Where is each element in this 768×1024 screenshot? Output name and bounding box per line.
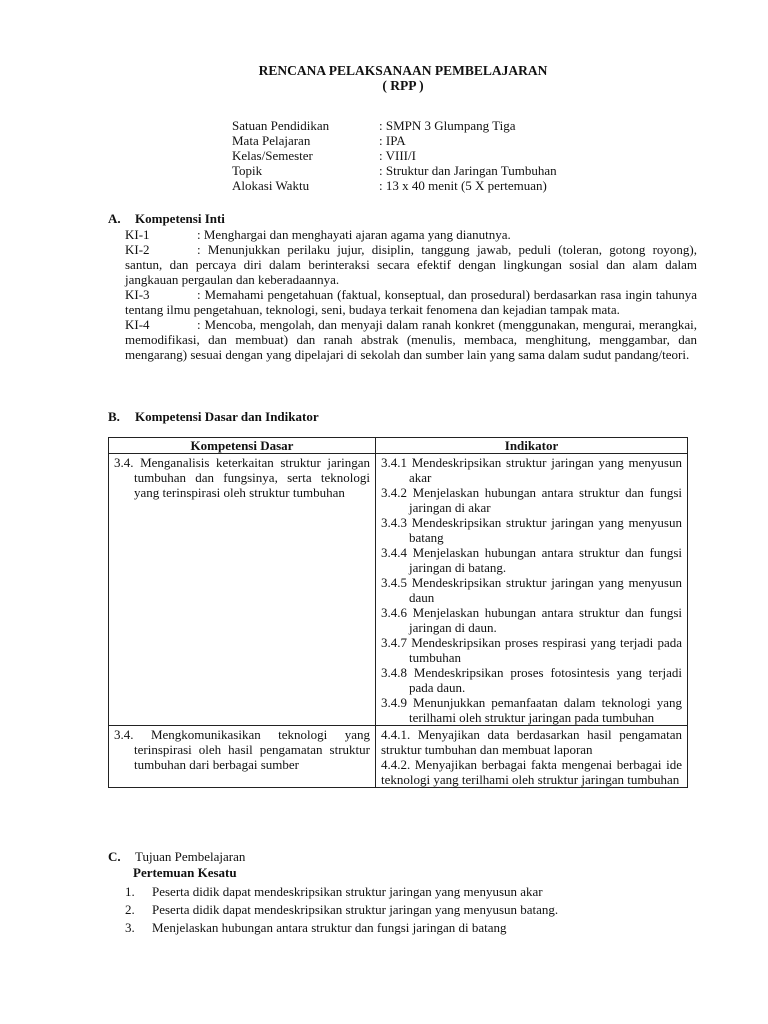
identity-value: : IPA	[379, 133, 406, 148]
section-c-heading	[108, 849, 245, 864]
list-text: Peserta didik dapat mendeskripsikan struktur jaringan yang menyusun akar	[152, 884, 543, 899]
section-letter: A.	[108, 211, 121, 226]
list-item	[125, 902, 695, 920]
list-text: Peserta didik dapat mendeskripsikan struktur jaringan yang menyusun batang.	[152, 902, 559, 917]
indikator-item: 3.4.1 Mendeskripsikan struktur jaringan yang menyusun akar	[381, 455, 682, 485]
kd-indikator-table	[108, 437, 688, 788]
identity-value: : 13 x 40 menit (5 X pertemuan)	[379, 178, 547, 193]
ki-text: : Mencoba, mengolah, dan menyaji dalam ranah konkret (menggunakan, mengurai, merangkai, memodifikasi, dan membuat) dan ranah abstrak (menulis, membaca, menghitung, menggambar, dan mengarang) sesuai dengan yang dipelajari di sekolah dan sumber lain yang sama dalam sudut pandang/teori.	[125, 317, 697, 362]
identity-value: : SMPN 3 Glumpang Tiga	[379, 118, 516, 133]
kompetensi-inti-list	[125, 227, 697, 362]
indikator-item: 3.4.3 Mendeskripsikan struktur jaringan yang menyusun batang	[381, 515, 682, 545]
indikator-item: 4.4.2. Menyajikan berbagai fakta mengenai berbagai ide teknologi yang terilhami oleh struktur jaringan tumbuhan	[381, 757, 682, 787]
ki-item	[125, 287, 697, 317]
list-item	[125, 920, 695, 938]
indikator-item: 3.4.5 Mendeskripsikan struktur jaringan yang menyusun daun	[381, 575, 682, 605]
indikator-item: 3.4.8 Mendeskripsikan proses fotosintesis yang terjadi pada daun.	[381, 665, 682, 695]
kd-text: 3.4. Mengkomunikasikan teknologi yang terinspirasi oleh hasil pengamatan struktur tumbuhan dari berbagai sumber	[114, 727, 370, 772]
section-title: Kompetensi Inti	[135, 211, 225, 226]
list-number: 2.	[125, 902, 135, 917]
ki-text: : Menunjukkan perilaku jujur, disiplin, tanggung jawab, peduli (toleran, gotong royong), santun, dan percaya diri dalam berinteraksi secara efektif dengan lingkungan sosial dan alam dalam jangkauan pergaulan dan keberadaannya.	[125, 242, 697, 287]
identity-value: : Struktur dan Jaringan Tumbuhan	[379, 163, 557, 178]
ki-code: KI-1	[125, 227, 150, 242]
identity-label: Satuan Pendidikan	[232, 118, 330, 133]
indikator-cell	[376, 726, 688, 788]
identity-label: Topik	[232, 163, 263, 178]
table-header-kd: Kompetensi Dasar	[109, 438, 376, 454]
section-title: Tujuan Pembelajaran	[135, 849, 246, 864]
identity-label: Kelas/Semester	[232, 148, 313, 163]
table-header-indikator: Indikator	[376, 438, 688, 454]
tujuan-list	[125, 884, 695, 938]
indikator-item: 3.4.2 Menjelaskan hubungan antara struktur dan fungsi jaringan di akar	[381, 485, 682, 515]
section-title: Kompetensi Dasar dan Indikator	[135, 409, 319, 424]
ki-code: KI-3	[125, 287, 150, 302]
list-text: Menjelaskan hubungan antara struktur dan fungsi jaringan di batang	[152, 920, 507, 935]
indikator-item: 3.4.9 Menunjukkan pemanfaatan dalam teknologi yang terilhami oleh struktur jaringan pada tumbuhan	[381, 695, 682, 725]
table-row	[109, 454, 688, 726]
list-item	[125, 884, 695, 902]
list-number: 1.	[125, 884, 135, 899]
indikator-item: 3.4.7 Mendeskripsikan proses respirasi yang terjadi pada tumbuhan	[381, 635, 682, 665]
ki-item	[125, 227, 697, 242]
table-header-row	[109, 438, 688, 454]
section-letter: C.	[108, 849, 121, 864]
identity-label: Mata Pelajaran	[232, 133, 311, 148]
meeting-heading: Pertemuan Kesatu	[133, 865, 237, 880]
section-b-heading	[108, 409, 319, 424]
indikator-item: 3.4.4 Menjelaskan hubungan antara struktur dan fungsi jaringan di batang.	[381, 545, 682, 575]
kd-cell	[109, 454, 376, 726]
section-letter: B.	[108, 409, 120, 424]
ki-item	[125, 317, 697, 362]
kd-text: 3.4. Menganalisis keterkaitan struktur jaringan tumbuhan dan fungsinya, serta teknologi yang terinspirasi oleh struktur tumbuhan	[114, 455, 370, 500]
list-number: 3.	[125, 920, 135, 935]
indikator-cell	[376, 454, 688, 726]
section-a-heading	[108, 211, 225, 226]
ki-text: : Memahami pengetahuan (faktual, konseptual, dan prosedural) berdasarkan rasa ingin tahunya tentang ilmu pengetahuan, teknologi, seni, budaya terkait fenomena dan kejadian tampak mata.	[125, 287, 697, 317]
indikator-item: 3.4.6 Menjelaskan hubungan antara struktur dan fungsi jaringan di daun.	[381, 605, 682, 635]
indikator-item: 4.4.1. Menyajikan data berdasarkan hasil pengamatan struktur tumbuhan dan membuat laporan	[381, 727, 682, 757]
ki-code: KI-4	[125, 317, 150, 332]
kd-cell	[109, 726, 376, 788]
identity-label: Alokasi Waktu	[232, 178, 310, 193]
identity-value: : VIII/I	[379, 148, 416, 163]
document-subtitle: ( RPP )	[382, 78, 424, 93]
document-title: RENCANA PELAKSANAAN PEMBELAJARAN	[258, 63, 548, 78]
ki-text: : Menghargai dan menghayati ajaran agama yang dianutnya.	[197, 227, 511, 242]
ki-item	[105, 242, 697, 287]
ki-code: KI-2	[125, 242, 150, 257]
table-row	[109, 726, 688, 788]
